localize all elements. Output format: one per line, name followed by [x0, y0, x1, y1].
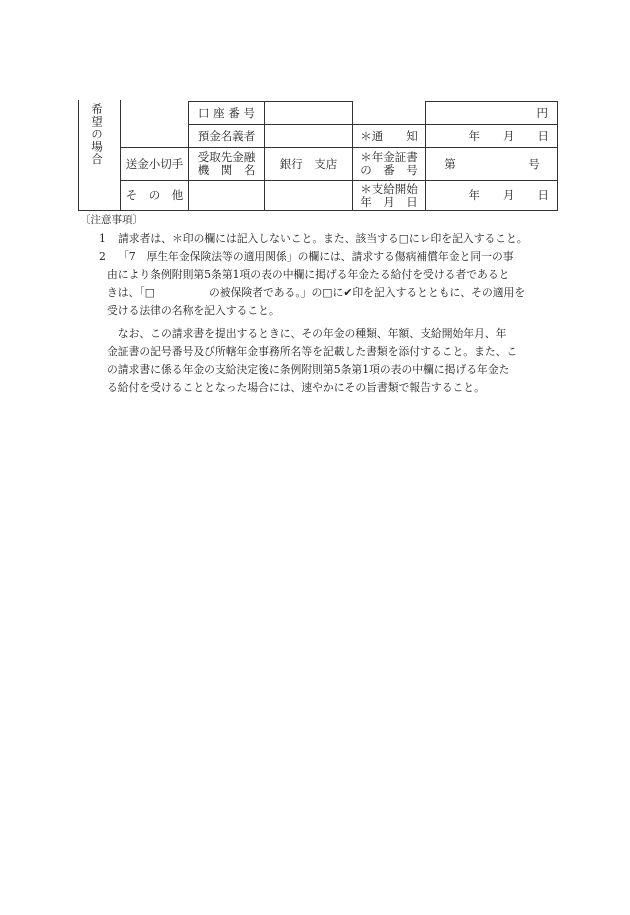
note-paragraph-line: なお、この請求書を提出するときに、その年金の種類、年額、支給開始年月、年 — [107, 327, 507, 340]
pension-certificate-label: ＊年金証書 の 番 号 — [360, 150, 418, 177]
col-line — [78, 100, 79, 211]
note-number: 2 — [99, 250, 106, 263]
payment-start-date-field[interactable]: 年 月 日 — [468, 188, 549, 202]
amount-unit: 円 — [536, 105, 548, 120]
remittance-check-label: 送金小切手 — [125, 156, 184, 171]
note-text: 「7 厚生年金保険法等の適用関係」の欄には、請求する傷病補償年金と同一の事 — [118, 250, 514, 263]
note-number: 1 — [99, 232, 106, 245]
receiving-bank-label: 受取先金融 機 関 名 — [197, 150, 256, 177]
note-text: 由により条例附則第5条第1項の表の中欄に掲げる年金たる給付を受ける者であると — [107, 268, 510, 281]
account-holder-label: 預金名義者 — [197, 128, 256, 143]
vertical-label: 希望の場合 — [90, 103, 104, 166]
certificate-number-prefix: 第 — [444, 156, 456, 171]
other-method-label: そ の 他 — [125, 188, 184, 202]
account-number-field[interactable] — [265, 102, 352, 124]
payment-start-label: ＊支給開始 年 月 日 — [360, 181, 418, 209]
remittance-form-table — [0, 0, 630, 215]
other-method-field[interactable] — [189, 181, 264, 210]
note-paragraph-line: の請求書に係る年金の支給決定後に条例附則第5条第1項の表の中欄に掲げる年金た — [107, 363, 510, 376]
note-paragraph-line: 金証書の記号番号及び所轄年金事務所名等を記載した書類を添付すること。また、こ — [107, 345, 518, 358]
row-line — [78, 210, 557, 211]
account-number-label: 口 座 番 号 — [198, 105, 255, 120]
note-text: きは、「□ の被保険者である。」の□に✔印を記入するとともに、その適用を — [107, 286, 526, 299]
note-paragraph-line: る給付を受けることとなった場合には、速やかにその旨書類で報告すること。 — [107, 381, 485, 394]
account-holder-field[interactable] — [265, 125, 352, 147]
bank-branch-field[interactable]: 銀行 支店 — [279, 156, 338, 171]
note-text: 受ける法律の名称を記入すること。 — [107, 304, 280, 317]
note-text: 請求者は、＊印の欄には記入しないこと。また、該当する□にレ印を記入すること。 — [118, 232, 528, 245]
col-line — [557, 101, 558, 211]
certificate-number-suffix: 号 — [528, 156, 540, 171]
notes-heading: 〔注意事項〕 — [80, 214, 143, 226]
notification-label: ＊通 知 — [360, 128, 418, 143]
notification-date-field[interactable]: 年 月 日 — [468, 128, 549, 143]
